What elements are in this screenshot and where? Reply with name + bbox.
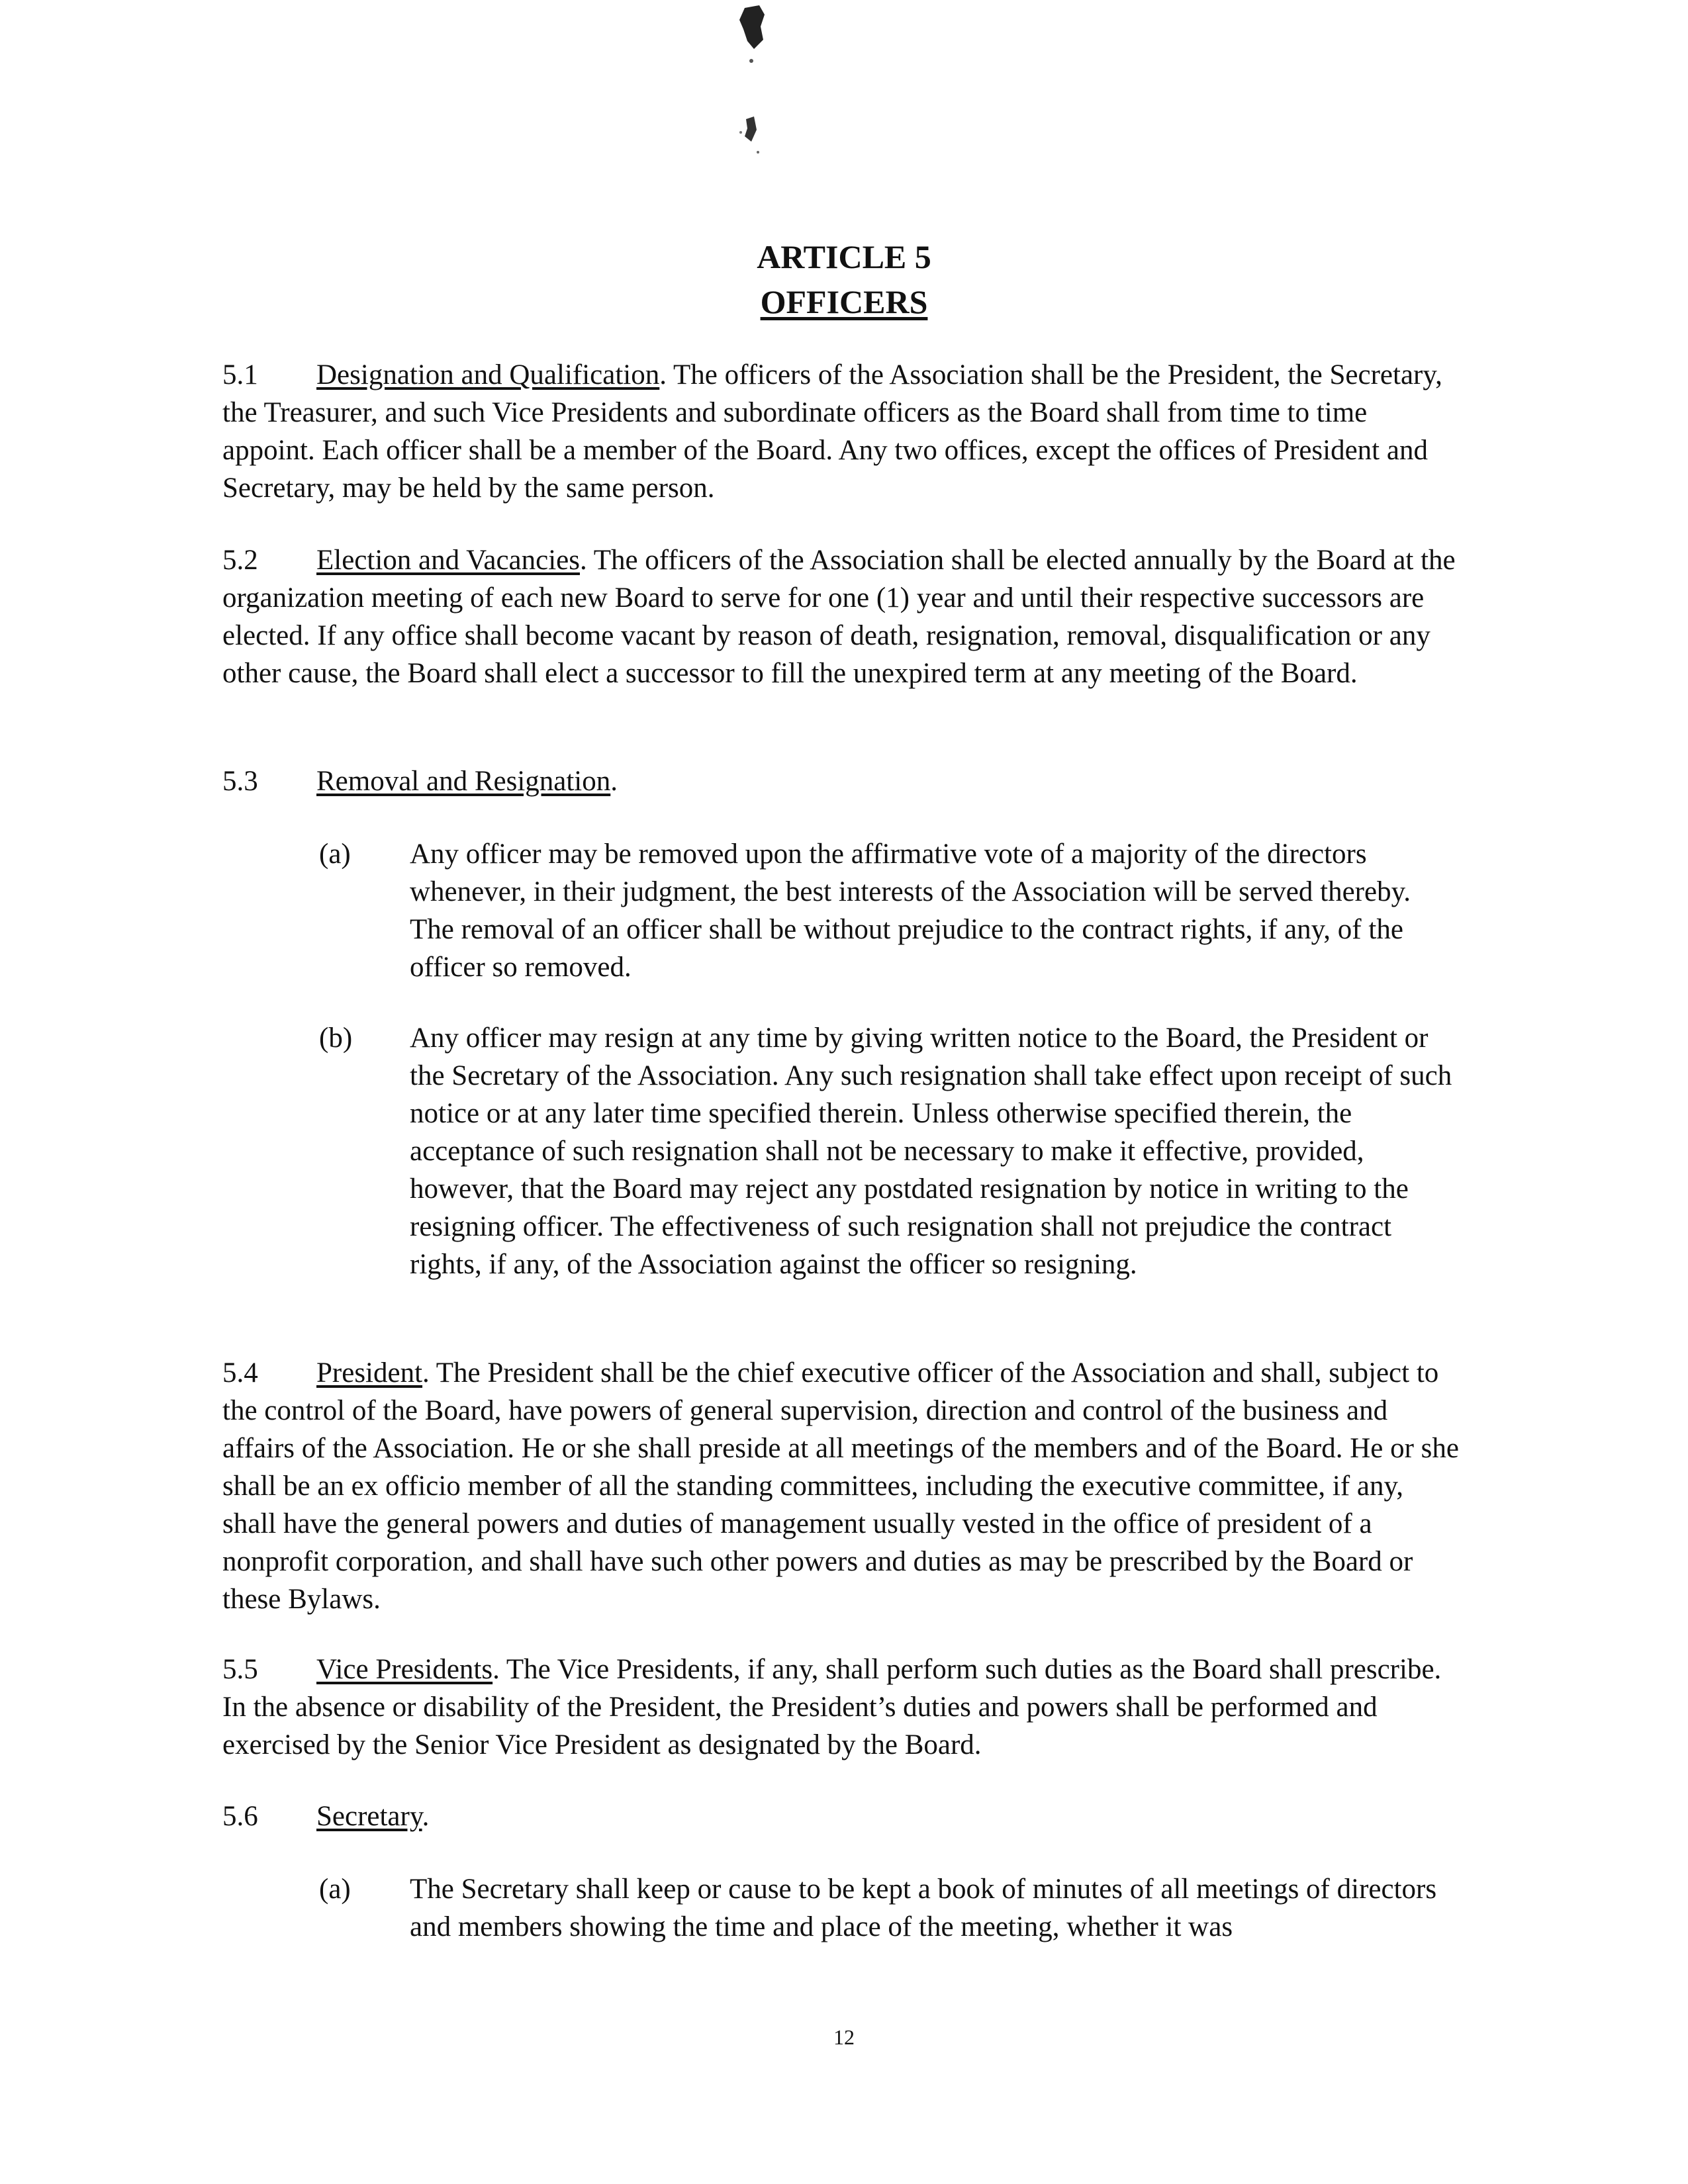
subsection-letter: (a) — [319, 1874, 351, 1905]
section-5-6 — [222, 1797, 1460, 1835]
section-heading: Vice Presidents — [316, 1654, 493, 1685]
subsection-text: The Secretary shall keep or cause to be kept a book of minutes of all meetings of directors and members showing the time and place of the meeting, whether it was — [410, 1874, 1437, 1942]
section-text: . The Vice Presidents, if any, shall perform such duties as the Board shall prescribe. In the absence or disability of the President, the President’s duties and powers shall be performed and exercised by the Senior Vice President as designated by the Board. — [222, 1654, 1442, 1760]
section-5-2 — [222, 541, 1460, 692]
subsection-text: Any officer may resign at any time by giving written notice to the Board, the President or the Secretary of the Association. Any such resignation shall take effect upon receipt of such notice or at any later time specified therein. Unless otherwise specified therein, the acceptance of such resignation shall not be necessary to make it effective, provided, however, that the Board may reject any postdated resignation by notice in writing to the resigning officer. The effectiveness of such resignation shall not prejudice the contract rights, if any, of the Association against the officer so resigning. — [410, 1023, 1452, 1280]
scan-artifact-mark — [725, 0, 778, 172]
section-number: 5.2 — [222, 545, 258, 576]
subsection-5-3-a — [319, 835, 1460, 986]
section-heading: Removal and Resignation — [316, 766, 611, 797]
section-number: 5.3 — [222, 766, 258, 797]
section-number: 5.5 — [222, 1654, 258, 1685]
section-text: . The officers of the Association shall be elected annually by the Board at the organization meeting of each new Board to serve for one (1) year and until their respective successors are elected. If any office shall become vacant by reason of death, resignation, removal, disqualification or any other cause, the Board shall elect a successor to fill the unexpired term at any meeting of the Board. — [222, 545, 1456, 689]
subsection-5-6-a — [319, 1870, 1460, 1946]
page-number: 12 — [833, 2025, 855, 2049]
section-number: 5.4 — [222, 1357, 258, 1388]
section-heading: Designation and Qualification — [316, 359, 660, 390]
section-text: . — [610, 766, 618, 797]
section-text: . — [422, 1801, 430, 1832]
section-5-1 — [222, 356, 1460, 507]
subsection-5-3-b — [319, 1019, 1460, 1283]
subsection-letter: (a) — [319, 839, 351, 870]
subsection-text: Any officer may be removed upon the affirmative vote of a majority of the directors whenever, in their judgment, the best interests of the Association will be served thereby. The removal of an officer shall be without prejudice to the contract rights, if any, of the officer so removed. — [410, 839, 1411, 983]
section-number: 5.6 — [222, 1801, 258, 1832]
section-5-3 — [222, 762, 1460, 800]
subsection-letter: (b) — [319, 1023, 353, 1054]
section-text: . The officers of the Association shall be the President, the Secretary, the Treasurer, and such Vice Presidents and subordinate officers as the Board shall from time to time appoint. Each officer shall be a member of the Board. Any two offices, except the offices of President and Secretary, may be held by the same person. — [222, 359, 1442, 504]
article-title: ARTICLE 5 — [757, 238, 931, 275]
section-text: . The President shall be the chief executive officer of the Association and shall, subject to the control of the Board, have powers of general supervision, direction and control of the business and affairs of the Association. He or she shall preside at all meetings of the members and of the Board. He or she shall be an ex officio member of all the standing committees, including the executive committee, if any, shall have the general powers and duties of management usually vested in the office of president of a nonprofit corporation, and shall have such other powers and duties as may be prescribed by the Board or these Bylaws. — [222, 1357, 1459, 1615]
section-5-4 — [222, 1354, 1460, 1618]
section-heading: President — [316, 1357, 423, 1388]
section-5-5 — [222, 1651, 1460, 1764]
section-heading: Election and Vacancies — [316, 545, 580, 576]
section-number: 5.1 — [222, 359, 258, 390]
article-subtitle: OFFICERS — [760, 283, 928, 320]
section-heading: Secretary — [316, 1801, 422, 1832]
